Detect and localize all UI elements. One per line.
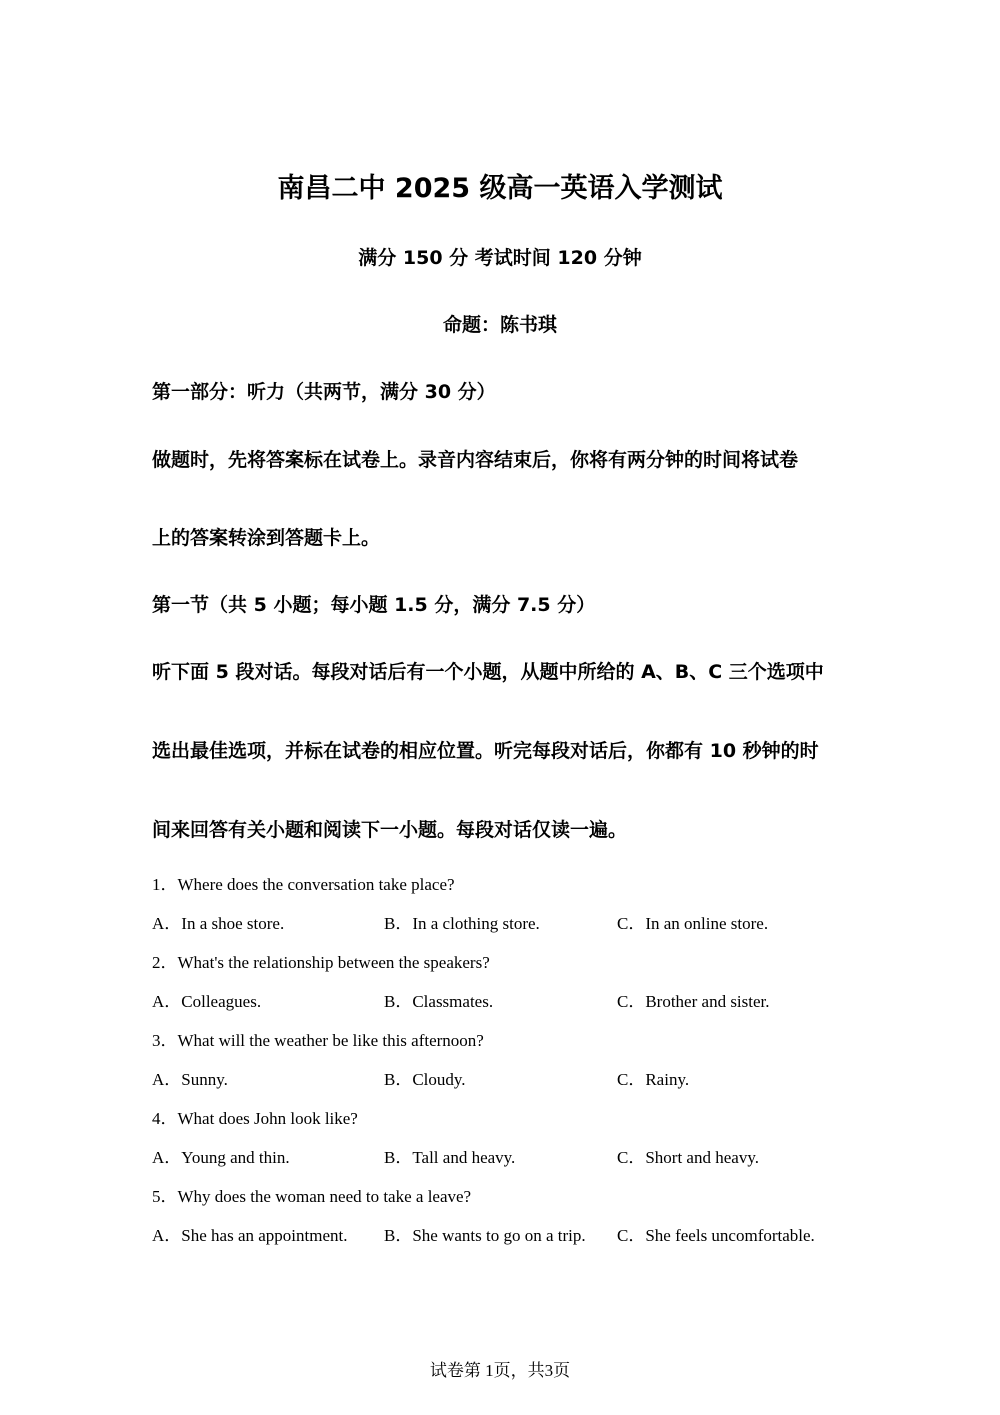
question-stem: 2．What's the relationship between the speakers?	[152, 953, 490, 972]
section1-heading: 第一节（共 5 小题；每小题 1.5 分，满分 7.5 分）	[152, 594, 596, 616]
exam-subtitle: 满分 150 分 考试时间 120 分钟	[358, 247, 642, 269]
question-option: C．Brother and sister.	[617, 992, 770, 1011]
question-option: B．Classmates.	[384, 992, 494, 1011]
part1-instruction-line2: 上的答案转涂到答题卡上。	[152, 527, 381, 549]
question-option: A．Young and thin.	[152, 1148, 290, 1167]
question-option: C．Rainy.	[617, 1070, 690, 1089]
exam-title: 南昌二中 2025 级高一英语入学测试	[277, 173, 723, 204]
section1-instruction-line3: 间来回答有关小题和阅读下一小题。每段对话仅读一遍。	[152, 819, 628, 841]
question-option: C．Short and heavy.	[617, 1148, 759, 1167]
question-option: A．In a shoe store.	[152, 914, 285, 933]
question-option: B．Tall and heavy.	[384, 1148, 516, 1167]
page-footer: 试卷第 1页，共3页	[429, 1361, 571, 1380]
question-option: C．She feels uncomfortable.	[617, 1226, 815, 1245]
question-option: A．Sunny.	[152, 1070, 228, 1089]
question-option: C．In an online store.	[617, 914, 769, 933]
question-option: A．She has an appointment.	[152, 1226, 348, 1245]
part1-instruction-line1: 做题时，先将答案标在试卷上。录音内容结束后，你将有两分钟的时间将试卷	[152, 449, 799, 471]
part1-heading: 第一部分：听力（共两节，满分 30 分）	[152, 381, 496, 403]
section1-instruction-line1: 听下面 5 段对话。每段对话后有一个小题，从题中所给的 A、B、C 三个选项中	[152, 661, 824, 683]
section1-instruction-line2: 选出最佳选项，并标在试卷的相应位置。听完每段对话后，你都有 10 秒钟的时	[152, 740, 819, 762]
question-stem: 5．Why does the woman need to take a leave?	[152, 1187, 472, 1206]
question-option: B．In a clothing store.	[384, 914, 540, 933]
question-option: B．She wants to go on a trip.	[384, 1226, 586, 1245]
question-option: A．Colleagues.	[152, 992, 262, 1011]
question-option: B．Cloudy.	[384, 1070, 466, 1089]
question-stem: 1．Where does the conversation take place?	[152, 875, 455, 894]
exam-author: 命题：陈书琪	[442, 314, 557, 336]
question-stem: 3．What will the weather be like this afternoon?	[152, 1031, 484, 1050]
question-stem: 4．What does John look like?	[152, 1109, 358, 1128]
